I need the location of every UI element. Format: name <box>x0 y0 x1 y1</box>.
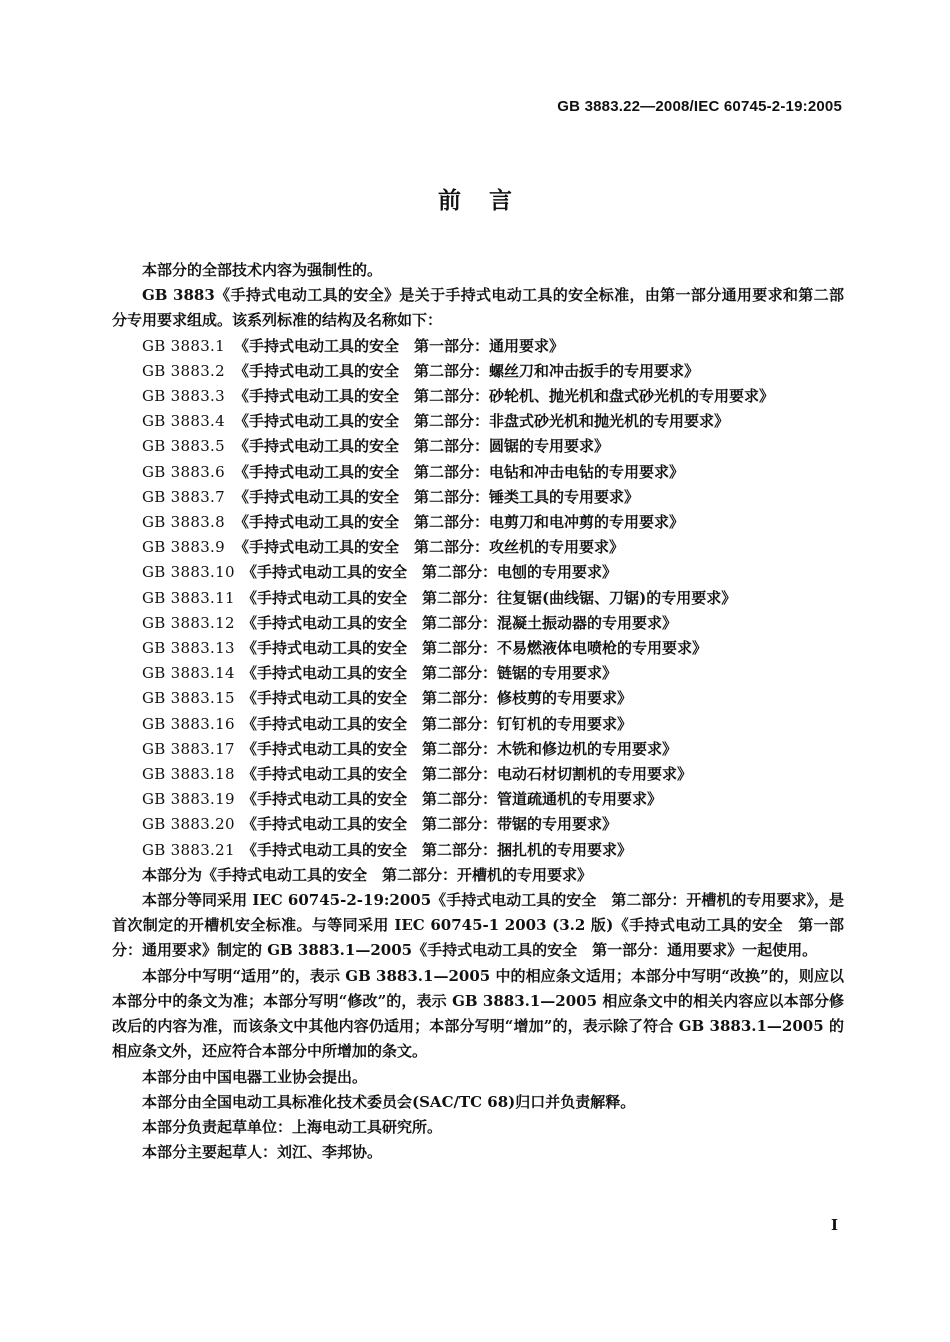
list-item-code: GB 3883.1 <box>142 336 225 355</box>
list-item-code: GB 3883.19 <box>142 790 235 809</box>
list-item-title: 《手持式电动工具的安全 第二部分：电动石材切割机的专用要求》 <box>242 765 693 784</box>
list-item-title: 《手持式电动工具的安全 第二部分：不易燃液体电喷枪的专用要求》 <box>242 639 708 658</box>
list-item <box>112 409 844 434</box>
list-item <box>112 384 844 409</box>
list-item <box>112 812 844 837</box>
list-item-title: 《手持式电动工具的安全 第二部分：混凝土振动器的专用要求》 <box>242 613 678 632</box>
list-item <box>112 460 844 485</box>
standard-code-header: GB 3883.22—2008/IEC 60745-2-19:2005 <box>557 98 842 115</box>
paragraph-proposer: 本部分由中国电器工业协会提出。 <box>142 1067 368 1086</box>
list-item-code: GB 3883.17 <box>142 739 235 758</box>
list-item-code: GB 3883.15 <box>142 689 235 708</box>
list-item-title: 《手持式电动工具的安全 第二部分：链锯的专用要求》 <box>242 664 618 683</box>
list-item-title: 《手持式电动工具的安全 第二部分：攻丝机的专用要求》 <box>234 538 625 557</box>
list-item-title: 《手持式电动工具的安全 第二部分：往复锯(曲线锯、刀锯)的专用要求》 <box>242 588 737 607</box>
list-item-code: GB 3883.13 <box>142 639 235 658</box>
list-item-title: 《手持式电动工具的安全 第二部分：锤类工具的专用要求》 <box>234 487 640 506</box>
paragraph-series-intro: GB 3883《手持式电动工具的安全》是关于手持式电动工具的安全标准，由第一部分通用要求和第二部分专用要求组成。该系列标准的结构及名称如下： <box>112 286 844 330</box>
list-item-title: 《手持式电动工具的安全 第二部分：圆锯的专用要求》 <box>234 437 610 456</box>
list-item <box>112 485 844 510</box>
list-item <box>112 359 844 384</box>
list-item-code: GB 3883.5 <box>142 437 225 456</box>
list-item-code: GB 3883.8 <box>142 513 225 532</box>
paragraph-drafting-unit: 本部分负责起草单位：上海电动工具研究所。 <box>142 1117 443 1136</box>
list-item-code: GB 3883.10 <box>142 563 235 582</box>
paragraph-drafters: 本部分主要起草人：刘江、李邦协。 <box>142 1143 383 1162</box>
paragraph-wording-rules: 本部分中写明“适用”的，表示 GB 3883.1—2005 中的相应条文适用；本部分中写明“改换”的，则应以本部分中的条文为准；本部分写明“修改”的，表示 GB 3883.1—2005 相应条文中的相关内容应以本部分修改后的内容为准，而该条文中其他内容仍适用；本部分写明“增加”的，表示除了符合 GB 3883.1—2005 的相应条文外，还应符合本部分中所增加的条文。 <box>112 966 844 1061</box>
list-item <box>112 434 844 459</box>
list-item-code: GB 3883.20 <box>142 815 235 834</box>
list-item-code: GB 3883.12 <box>142 613 235 632</box>
list-item <box>112 787 844 812</box>
list-item <box>112 535 844 560</box>
page-title: 前言 <box>438 188 540 214</box>
list-item <box>112 636 844 661</box>
list-item-code: GB 3883.11 <box>142 588 235 607</box>
list-item-title: 《手持式电动工具的安全 第二部分：管道疏通机的专用要求》 <box>242 790 663 809</box>
paragraph-committee: 本部分由全国电动工具标准化技术委员会(SAC/TC 68)归口并负责解释。 <box>142 1092 636 1111</box>
list-item-title: 《手持式电动工具的安全 第二部分：电剪刀和电冲剪的专用要求》 <box>234 513 685 532</box>
list-item-title: 《手持式电动工具的安全 第二部分：捆扎机的专用要求》 <box>242 840 633 859</box>
list-item-title: 《手持式电动工具的安全 第二部分：螺丝刀和冲击扳手的专用要求》 <box>234 361 700 380</box>
list-item <box>112 712 844 737</box>
list-item-code: GB 3883.21 <box>142 840 235 859</box>
list-item <box>112 586 844 611</box>
list-item-title: 《手持式电动工具的安全 第二部分：修枝剪的专用要求》 <box>242 689 633 708</box>
paragraph-adoption: 本部分等同采用 IEC 60745-2-19:2005《手持式电动工具的安全 第二部分：开槽机的专用要求》，是首次制定的开槽机安全标准。与等同采用 IEC 60745-1 2003 (3.2 版)《手持式电动工具的安全 第一部分：通用要求》制定的 GB 3883.1—2005《手持式电动工具的安全 第一部分：通用要求》一起使用。 <box>112 891 844 960</box>
list-item <box>112 737 844 762</box>
list-item-code: GB 3883.14 <box>142 664 235 683</box>
document-body <box>112 258 844 1165</box>
list-item <box>112 510 844 535</box>
list-item-code: GB 3883.3 <box>142 387 225 406</box>
list-item-title: 《手持式电动工具的安全 第二部分：电钻和冲击电钻的专用要求》 <box>234 462 685 481</box>
list-item-code: GB 3883.2 <box>142 361 225 380</box>
list-item-code: GB 3883.16 <box>142 714 235 733</box>
list-item-code: GB 3883.18 <box>142 765 235 784</box>
list-item-code: GB 3883.7 <box>142 487 225 506</box>
list-item-title: 《手持式电动工具的安全 第二部分：带锯的专用要求》 <box>242 815 618 834</box>
list-item <box>112 611 844 636</box>
list-item-code: GB 3883.9 <box>142 538 225 557</box>
list-item <box>112 686 844 711</box>
list-item <box>112 560 844 585</box>
list-item-title: 《手持式电动工具的安全 第二部分：砂轮机、抛光机和盘式砂光机的专用要求》 <box>234 387 775 406</box>
list-item <box>112 661 844 686</box>
list-item-title: 《手持式电动工具的安全 第二部分：非盘式砂光机和抛光机的专用要求》 <box>234 412 730 431</box>
list-item <box>112 838 844 863</box>
list-item-code: GB 3883.4 <box>142 412 225 431</box>
list-item-title: 《手持式电动工具的安全 第二部分：钉钉机的专用要求》 <box>242 714 633 733</box>
list-item-title: 《手持式电动工具的安全 第二部分：电刨的专用要求》 <box>242 563 618 582</box>
page-number: I <box>830 1216 838 1234</box>
list-item-title: 《手持式电动工具的安全 第一部分：通用要求》 <box>234 336 565 355</box>
list-item <box>112 762 844 787</box>
list-item-code: GB 3883.6 <box>142 462 225 481</box>
paragraph-mandatory: 本部分的全部技术内容为强制性的。 <box>142 261 383 279</box>
list-item-title: 《手持式电动工具的安全 第二部分：木铣和修边机的专用要求》 <box>242 739 678 758</box>
standard-series-list <box>112 334 844 863</box>
list-item <box>112 334 844 359</box>
paragraph-this-part: 本部分为《手持式电动工具的安全 第二部分：开槽机的专用要求》 <box>142 865 593 884</box>
